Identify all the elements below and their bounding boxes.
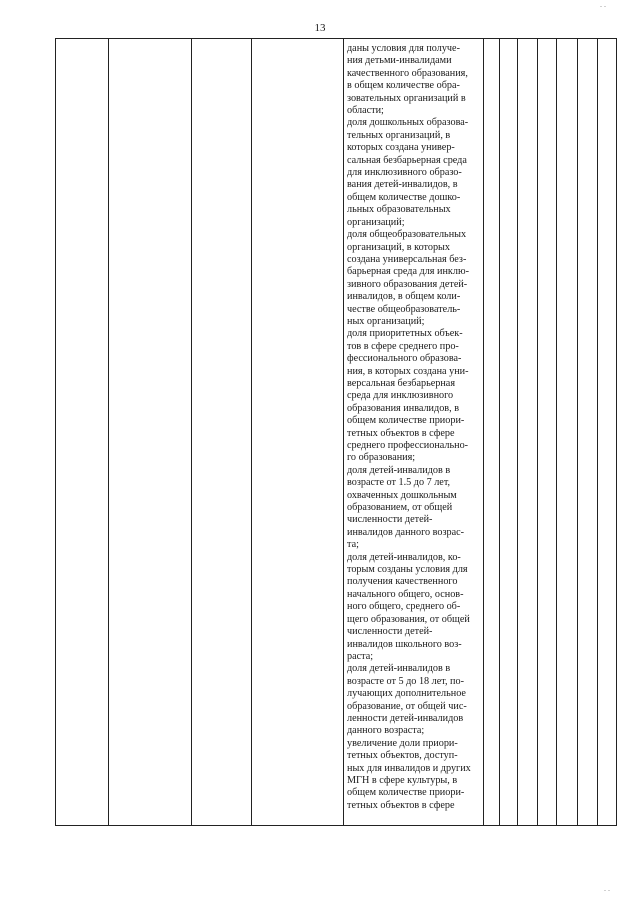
column-divider — [483, 39, 484, 825]
text-line: льных образовательных — [347, 204, 451, 216]
text-line: доля дошкольных образова- — [347, 117, 469, 129]
text-line: зивного образования детей- — [347, 278, 468, 290]
text-line: образование, от общей чис- — [347, 700, 467, 712]
column-divider — [556, 39, 557, 825]
page-number: 13 — [314, 22, 326, 34]
text-line: среда для инклюзивного — [347, 390, 454, 402]
text-line: тетных объектов в сфере — [347, 799, 455, 811]
indicator-text-cell — [347, 43, 483, 812]
text-line: качественного образования, — [347, 67, 468, 79]
text-line: ного общего, среднего об- — [347, 601, 461, 613]
scan-mark: . . — [600, 0, 606, 9]
text-line: инвалидов школьного воз- — [347, 638, 462, 650]
text-line: ния, в которых создана уни- — [347, 365, 469, 377]
text-line: данного возраста; — [347, 725, 425, 737]
text-line: охваченных дошкольным — [347, 489, 457, 501]
text-line: доля детей-инвалидов в — [347, 464, 451, 476]
column-divider — [343, 39, 344, 825]
text-line: организаций; — [347, 216, 405, 228]
column-divider — [251, 39, 252, 825]
text-line: образования инвалидов, в — [347, 402, 460, 414]
text-line: та; — [347, 539, 359, 551]
text-line: получения качественного — [347, 576, 458, 588]
column-divider — [537, 39, 538, 825]
text-line: щего образования, от общей — [347, 613, 470, 625]
column-divider — [191, 39, 192, 825]
text-line: образованием, от общей — [347, 502, 453, 514]
text-line: тов в сфере среднего про- — [347, 340, 459, 352]
text-line: лучающих дополнительное — [347, 688, 466, 700]
text-line: инвалидов данного возрас- — [347, 526, 465, 538]
text-line: версальная безбарьерная — [347, 377, 455, 389]
text-line: вания детей-инвалидов, в — [347, 179, 458, 191]
text-line: ных организаций; — [347, 315, 425, 327]
text-line: возрасте от 5 до 18 лет, по- — [347, 675, 464, 687]
text-line: ных для инвалидов и других — [347, 762, 471, 774]
text-line: среднего профессионально- — [347, 440, 469, 451]
text-line: тельных организаций, в — [347, 129, 451, 141]
text-line: торым созданы условия для — [347, 564, 468, 576]
text-line: численности детей- — [347, 514, 433, 526]
text-line: общем количестве дошко- — [347, 191, 461, 203]
column-divider — [577, 39, 578, 825]
text-line: численности детей- — [347, 626, 433, 638]
text-line: честве общеобразователь- — [347, 303, 461, 315]
text-line: тетных объектов, доступ- — [347, 750, 458, 762]
text-line: инвалидов, в общем коли- — [347, 291, 461, 303]
text-line: МГН в сфере культуры, в — [347, 774, 458, 786]
text-line: возрасте от 1.5 до 7 лет, — [347, 477, 451, 489]
text-line: общем количестве приори- — [347, 415, 465, 427]
column-divider — [517, 39, 518, 825]
text-line: для инклюзивного образо- — [347, 167, 462, 179]
text-line: раста; — [347, 650, 374, 662]
text-line: барьерная среда для инклю- — [347, 266, 469, 278]
text-line: тетных объектов в сфере — [347, 427, 455, 439]
document-table — [55, 38, 617, 826]
text-line: организаций, в которых — [347, 241, 450, 253]
text-line: ленности детей-инвалидов — [347, 712, 464, 724]
text-line: увеличение доли приори- — [347, 737, 458, 749]
column-divider — [108, 39, 109, 825]
text-line: доля детей-инвалидов, ко- — [347, 551, 461, 563]
text-line: даны условия для получе- — [347, 43, 460, 54]
text-line: которых создана универ- — [347, 142, 455, 154]
text-line: области; — [347, 105, 384, 117]
text-line: в общем количестве обра- — [347, 80, 460, 92]
text-line: го образования; — [347, 452, 416, 464]
text-line: доля детей-инвалидов в — [347, 663, 451, 675]
text-line: создана универсальная без- — [347, 253, 467, 265]
scan-mark: . . — [604, 884, 610, 893]
text-line: зовательных организаций в — [347, 92, 466, 104]
text-line: доля приоритетных объек- — [347, 328, 463, 340]
text-line: сальная безбарьерная среда — [347, 154, 467, 166]
text-line: доля общеобразовательных — [347, 229, 467, 241]
column-divider — [499, 39, 500, 825]
text-line: ния детьми-инвалидами — [347, 55, 452, 67]
column-divider — [597, 39, 598, 825]
text-line: фессионального образова- — [347, 353, 462, 365]
text-line: начального общего, основ- — [347, 588, 464, 600]
text-line: общем количестве приори- — [347, 787, 465, 799]
